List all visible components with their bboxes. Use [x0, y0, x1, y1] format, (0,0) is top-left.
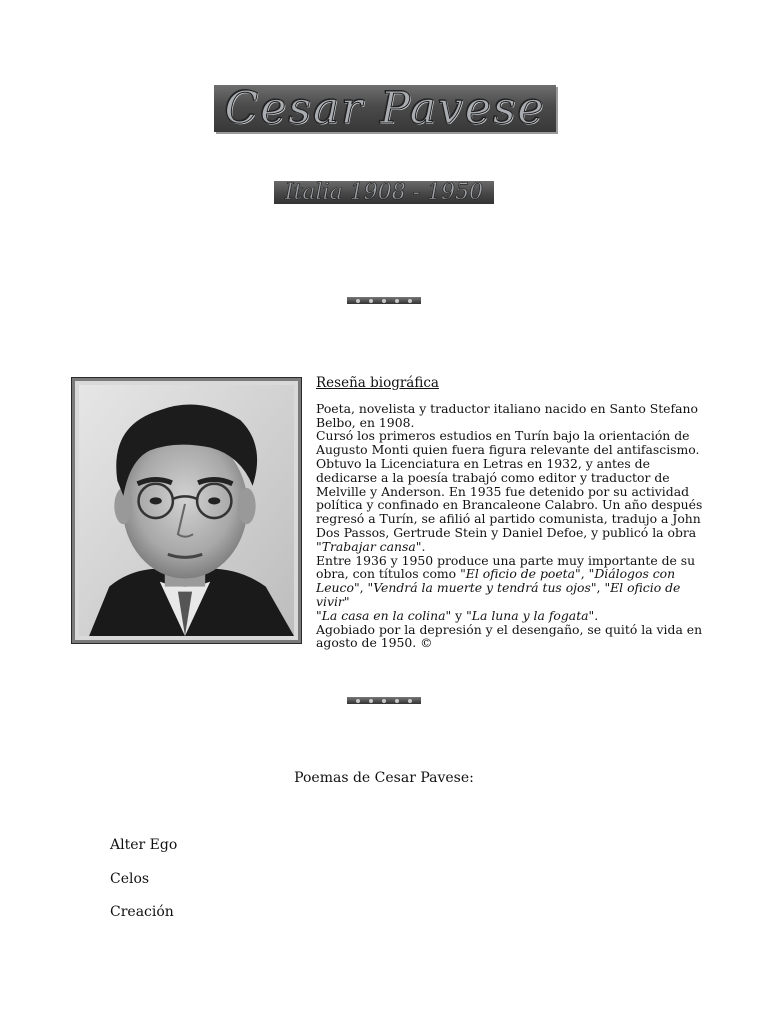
- page-subtitle-banner: [274, 181, 494, 204]
- work-title: "El oficio de poeta": [460, 566, 581, 582]
- page-title-banner: [214, 85, 556, 132]
- work-title: "Trabajar cansa": [316, 538, 422, 554]
- bio-line-death: Agobiado por la depresión y el desengaño, se quitó la vida en agosto de 1950. ©: [316, 621, 703, 651]
- work-title: "Diálogos con Leuco": [316, 566, 676, 596]
- bio-line-works: Entre 1936 y 1950 produce una parte muy importante de su obra, con títulos como: [316, 552, 696, 582]
- biography-section: [316, 377, 712, 650]
- poem-link-celos[interactable]: Celos: [110, 871, 150, 887]
- author-photo: [72, 378, 301, 643]
- biography-heading: Reseña biográfica: [316, 375, 439, 391]
- ornament-divider-bottom: [347, 697, 421, 704]
- work-title: "Vendrá la muerte y tendrá tus ojos": [367, 580, 597, 596]
- bio-line-career: Cursó los primeros estudios en Turín bajo la orientación de Augusto Monti quien fuera figura relevante del antifascismo. Obtuvo la Licenciatura en Letras en 1932, y antes de dedicarse a la poesía trabajó como editor y traductor de Melville y Anderson. En 1935 fue detenido por su actividad política y confinado en Brancaleone Calabro. Un año después regresó a Turín, se afilió al partido comunista, tradujo a John Dos Passos, Gertrude Stein y Daniel Defoe, y publicó la obra: [316, 428, 703, 540]
- poem-link-creacion[interactable]: Creación: [110, 904, 174, 920]
- bio-line-birth: Poeta, novelista y traductor italiano nacido en Santo Stefano Belbo, en 1908.: [316, 400, 698, 430]
- poem-link-alter-ego[interactable]: Alter Ego: [110, 837, 178, 853]
- portrait-photo-icon: [79, 385, 294, 636]
- work-title: "El oficio de vivir": [316, 580, 681, 609]
- poems-heading: Poemas de Cesar Pavese:: [294, 770, 474, 786]
- ornament-divider-top: [347, 297, 421, 304]
- work-title: "La casa en la colina": [316, 607, 452, 623]
- biography-paragraph: Poeta, novelista y traductor italiano nacido en Santo Stefano Belbo, en 1908. Cursó los primeros estudios en Turín bajo la orientación de Augusto Monti quien fuera figura relevante del antifascismo. Obtuvo la Licenciatura en Letras en 1932, y antes de dedicarse a la poesía trabajó como editor y traductor de Melville y Anderson. En 1935 fue detenido por su actividad política y confinado en Brancaleone Calabro. Un año después regresó a Turín, se afilió al partido comunista, tradujo a John Dos Passos, Gertrude Stein y Daniel Defoe, y publicó la obra "Trabajar cansa". Entre 1936 y 1950 produce una parte muy importante de su obra, con títulos como "El oficio de poeta", "Diálogos con Leuco", "Vendrá la muerte y tendrá tus ojos", "El oficio de vivir" "La casa en la colina" y "La luna y la fogata". Agobiado por la depresión y el desengaño, se quitó la vida en agosto de 1950. ©: [316, 400, 703, 651]
- page-title: Cesar Pavese: [224, 85, 546, 132]
- page-subtitle: Italia 1908 - 1950: [284, 181, 484, 204]
- work-title: "La luna y la fogata": [466, 607, 595, 623]
